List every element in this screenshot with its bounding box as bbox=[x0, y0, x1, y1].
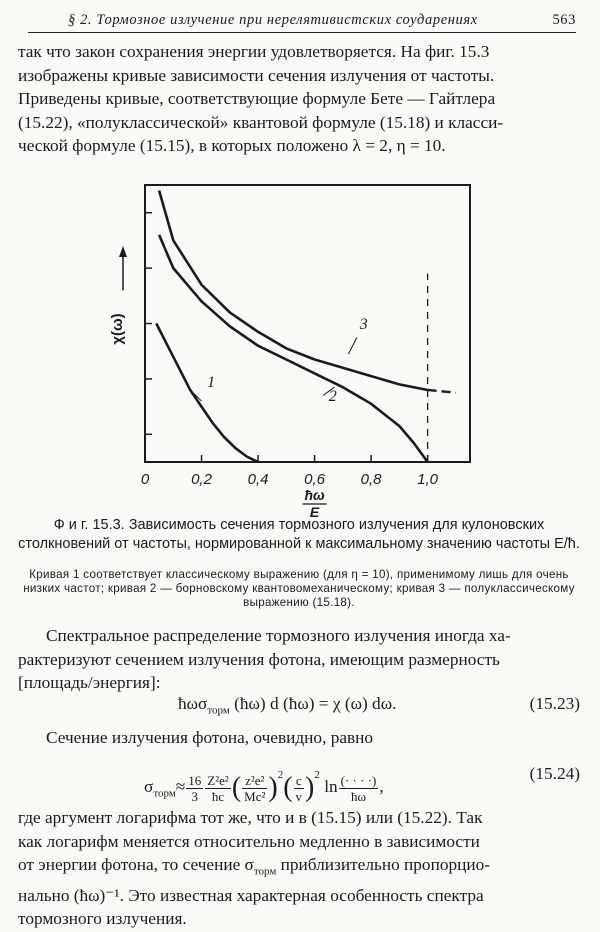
paragraph-spectral bbox=[18, 624, 580, 695]
curve-label-3: 3 bbox=[359, 316, 368, 334]
denominator: Mc² bbox=[244, 788, 266, 804]
paragraph-intro bbox=[18, 40, 580, 158]
text-line: так что закон сохранения энергии удовлетворяется. На фиг. 15.3 bbox=[18, 42, 490, 61]
text-line: Сечение излучения фотона, очевидно, равно bbox=[46, 728, 374, 747]
subscript: торм bbox=[253, 865, 277, 878]
curve-label-leader bbox=[348, 337, 356, 354]
exponent: 2 bbox=[277, 769, 284, 781]
text-line bbox=[18, 853, 580, 884]
numerator: c bbox=[294, 773, 305, 789]
y-axis-arrowhead bbox=[119, 246, 127, 257]
text-line: [площадь/энергия]: bbox=[18, 673, 161, 692]
curve-label-1: 1 bbox=[207, 374, 216, 392]
denominator: ħc bbox=[211, 788, 225, 804]
text-line: изображены кривые зависимости сечения излучения от частоты. bbox=[18, 65, 495, 85]
text-line: (15.22), «полуклассической» квантовой формуле (15.18) и класси- bbox=[18, 112, 504, 132]
eq2-approx: ≈ bbox=[175, 777, 186, 796]
plot-frame bbox=[145, 185, 470, 462]
x-tick-label: 1,0 bbox=[417, 471, 439, 488]
fraction bbox=[205, 773, 231, 804]
denominator: ħω bbox=[350, 788, 367, 804]
denominator: v bbox=[295, 788, 303, 804]
fraction bbox=[294, 773, 305, 804]
figure-caption-details: Кривая 1 соответствует классическому выражению (для η = 10), применимому лишь для очень низких частот; кривая 2 — борновскому квантовомеханическому; кривая 3 — полуклассическому выражению (15.18). bbox=[23, 568, 575, 609]
numerator: Z²e² bbox=[207, 772, 229, 788]
denominator: 3 bbox=[191, 788, 199, 804]
equation-15-24: $\sigma_{торм}\approx$ $\frac{16}{3}$ $\frac{\text{Z²e²}}{ħc}$ ( $\frac{\text{z²e²}}{\text{Mc²}}$ )$^2$( $\frac{c}{v}$ )$^2$ ln $\frac{(\cdot \cdot \cdot \cdot)}{ħ\omega}$ , (15.24) bbox=[144, 764, 580, 804]
curve-3 bbox=[159, 191, 428, 391]
numerator: 16 bbox=[188, 772, 202, 788]
running-title: § 2. Тормозное излучение при нерелятивистских соударениях bbox=[68, 12, 478, 28]
eq1-rest: (ħω) d (ħω) = χ (ω) dω. bbox=[234, 694, 397, 713]
numerator: z²e² bbox=[242, 773, 267, 789]
curve-3-extension bbox=[428, 390, 456, 393]
text-line: где аргумент логарифма тот же, что и в (15.15) или (15.22). Так bbox=[18, 808, 483, 827]
equation-15-23 bbox=[18, 694, 580, 718]
x-tick-label: 0,8 bbox=[360, 471, 382, 488]
y-axis-label: χ(ω) bbox=[109, 313, 126, 345]
eq1-sub: торм bbox=[207, 704, 230, 717]
x-axis-label-denominator: E bbox=[309, 504, 320, 520]
text-line: Приведены кривые, соответствующие формуле Бете — Гайтлера bbox=[18, 89, 496, 108]
figure-caption: Ф и г. 15.3. Зависимость сечения тормозного излучения для кулоновских столкновений от частоты, нормированной к максимальному значению частоты E/ħ. bbox=[18, 517, 580, 552]
curve-label-2: 2 bbox=[328, 388, 337, 406]
equation-number: (15.24) bbox=[529, 764, 580, 783]
text-line: Спектральное распределение тормозного излучения иногда ха- bbox=[46, 626, 511, 645]
figure-15-3-chart bbox=[100, 180, 500, 520]
x-tick-label: 0,2 bbox=[191, 471, 212, 488]
fraction bbox=[242, 773, 267, 804]
exponent: 2 bbox=[314, 769, 320, 781]
text-line: тормозного излучения. bbox=[18, 909, 187, 929]
curve-1 bbox=[156, 324, 258, 463]
text-line: нально (ħω)⁻¹. Это известная характерная особенность спектра bbox=[18, 885, 484, 905]
eq1-lhs: ħωσ bbox=[178, 694, 208, 713]
fraction bbox=[186, 773, 203, 804]
fraction bbox=[339, 773, 379, 804]
text-segment: от энергии фотона, то сечение σ bbox=[18, 855, 254, 874]
eq2-tail: , bbox=[379, 777, 384, 796]
curve-2 bbox=[159, 235, 428, 462]
page-number: 563 bbox=[552, 12, 576, 28]
eq2-lhs: σ bbox=[144, 777, 154, 796]
eq2-sub: торм bbox=[153, 787, 176, 800]
text-line: ческой формуле (15.15), в которых положено λ = 2, η = 10. bbox=[18, 136, 446, 155]
equation-number: (15.23) bbox=[529, 694, 580, 713]
ln-symbol: ln bbox=[324, 777, 338, 796]
text-line: как логарифм меняется относительно медленно в зависимости bbox=[18, 831, 480, 851]
paragraph-conclusion bbox=[18, 806, 580, 931]
paragraph-photon-cross-section bbox=[18, 726, 580, 750]
text-segment: приблизительно пропорцио- bbox=[276, 855, 490, 874]
x-axis-label-numerator: ħω bbox=[304, 487, 325, 503]
text-line: рактеризуют сечением излучения фотона, имеющим размерность bbox=[18, 649, 500, 669]
numerator: (· · · ·) bbox=[340, 772, 377, 788]
x-tick-label: 0,6 bbox=[304, 471, 325, 488]
x-tick-label: 0,4 bbox=[247, 471, 269, 488]
running-header bbox=[28, 8, 576, 33]
x-tick-label: 0 bbox=[140, 471, 150, 488]
